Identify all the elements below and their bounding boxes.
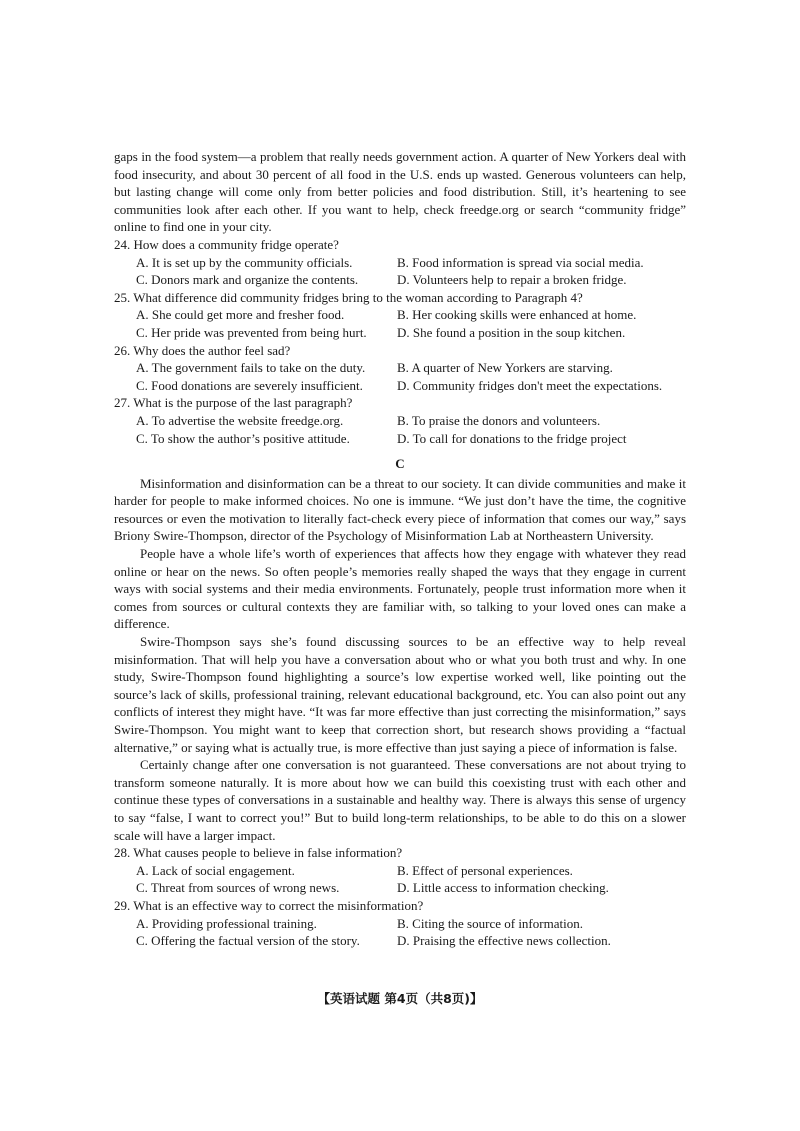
option-c: C. Donors mark and organize the contents. [136, 272, 359, 288]
option-c: C. Her pride was prevented from being hurt. [136, 324, 367, 340]
option-b: B. Her cooking skills were enhanced at home. [397, 307, 637, 323]
option-a: A. She could get more and fresher food. [136, 307, 345, 323]
passage-c-paragraph-3: Swire-Thompson says she’s found discussing sources to be an effective way to help reveal misinformation. That will help you have a conversation about who or what you both trust and why. In one study, Swire-Thompson found highlighting a source’s low expertise worked well, like pointing out the source’s lack of skills, professional training, relevant educational background, etc. You can also point out any conflicts of interest they might have. “It was far more effective than just correcting the misinformation,” says Swire-Thompson. You might want to keep that correction short, but research shows providing a “factual alternative,” or saying what is actually true, is more effective than just saying a piece of information is false. [114, 634, 686, 755]
option-d: D. She found a position in the soup kitchen. [397, 324, 626, 340]
question-stem: 29. What is an effective way to correct the misinformation? [114, 897, 424, 913]
question-27 [114, 394, 686, 447]
question-stem: 27. What is the purpose of the last paragraph? [114, 395, 353, 411]
question-stem: 26. Why does the author feel sad? [114, 342, 291, 358]
option-b: B. Citing the source of information. [397, 915, 583, 931]
option-c: C. Threat from sources of wrong news. [136, 880, 340, 896]
passage-b-ending: gaps in the food system—a problem that really needs government action. A quarter of New Yorkers deal with food insecurity, and about 30 percent of all food in the U.S. ends up wasted. Generous volunteers can help, but lasting change will come only from better policies and food distribution. Still, it’s heartening to see communities look after each other. If you want to help, check freedge.org or search “community fridge” online to find one in your city. [114, 149, 686, 235]
question-29 [114, 897, 686, 950]
option-d: D. To call for donations to the fridge project [397, 430, 627, 446]
option-a: A. Lack of social engagement. [136, 862, 295, 878]
option-b: B. To praise the donors and volunteers. [397, 412, 601, 428]
option-d: D. Little access to information checking. [397, 880, 609, 896]
option-a: A. To advertise the website freedge.org. [136, 412, 344, 428]
option-c: C. Offering the factual version of the story. [136, 933, 360, 949]
option-b: B. A quarter of New Yorkers are starving. [397, 360, 613, 376]
passage-c-paragraph-4: Certainly change after one conversation is not guaranteed. These conversations are not about trying to transform someone naturally. It is more about how we can build this coexisting trust with each other and continue these types of conversations in a sustainable and healthy way. There is always this sense of urgency to say “false, I want to correct you!” But to build long-term relationships, to be able to do this on a slower scale will have a larger impact. [114, 757, 686, 843]
question-26 [114, 342, 686, 395]
section-c-title: C [395, 456, 405, 472]
option-a: A. The government fails to take on the duty. [136, 360, 366, 376]
option-d: D. Community fridges don't meet the expectations. [397, 377, 663, 393]
question-stem: 25. What difference did community fridges bring to the woman according to Paragraph 4? [114, 289, 583, 305]
question-28 [114, 844, 686, 897]
option-b: B. Effect of personal experiences. [397, 862, 573, 878]
option-a: A. It is set up by the community officials. [136, 254, 353, 270]
question-stem: 24. How does a community fridge operate? [114, 236, 339, 252]
question-25 [114, 289, 686, 342]
page-footer: 【英语试题 第4页（共8页)】 [317, 991, 483, 1006]
passage-c-paragraph-1: Misinformation and disinformation can be a threat to our society. It can divide communities and make it harder for people to make informed choices. No one is immune. “We just don’t have the time, the cognitive resources or even the motivation to literally fact-check every piece of information that comes our way,” says Briony Swire-Thompson, director of the Psychology of Misinformation Lab at Northeastern University. [114, 475, 686, 544]
option-a: A. Providing professional training. [136, 915, 317, 931]
question-24 [114, 236, 686, 289]
option-c: C. Food donations are severely insufficient. [136, 377, 363, 393]
option-c: C. To show the author’s positive attitude. [136, 430, 350, 446]
option-d: D. Praising the effective news collection. [397, 933, 611, 949]
passage-c-paragraph-2: People have a whole life’s worth of experiences that affects how they engage with whatever they read online or hear on the news. So often people’s memories really shaped the ways that they engage in current ways with social systems and their media environments. Fortunately, people trust information more when it comes from sources or cultural contexts they are familiar with, so talking to your loved ones can make a difference. [114, 546, 686, 632]
question-stem: 28. What causes people to believe in false information? [114, 845, 403, 861]
option-b: B. Food information is spread via social media. [397, 254, 644, 270]
option-d: D. Volunteers help to repair a broken fridge. [397, 272, 627, 288]
